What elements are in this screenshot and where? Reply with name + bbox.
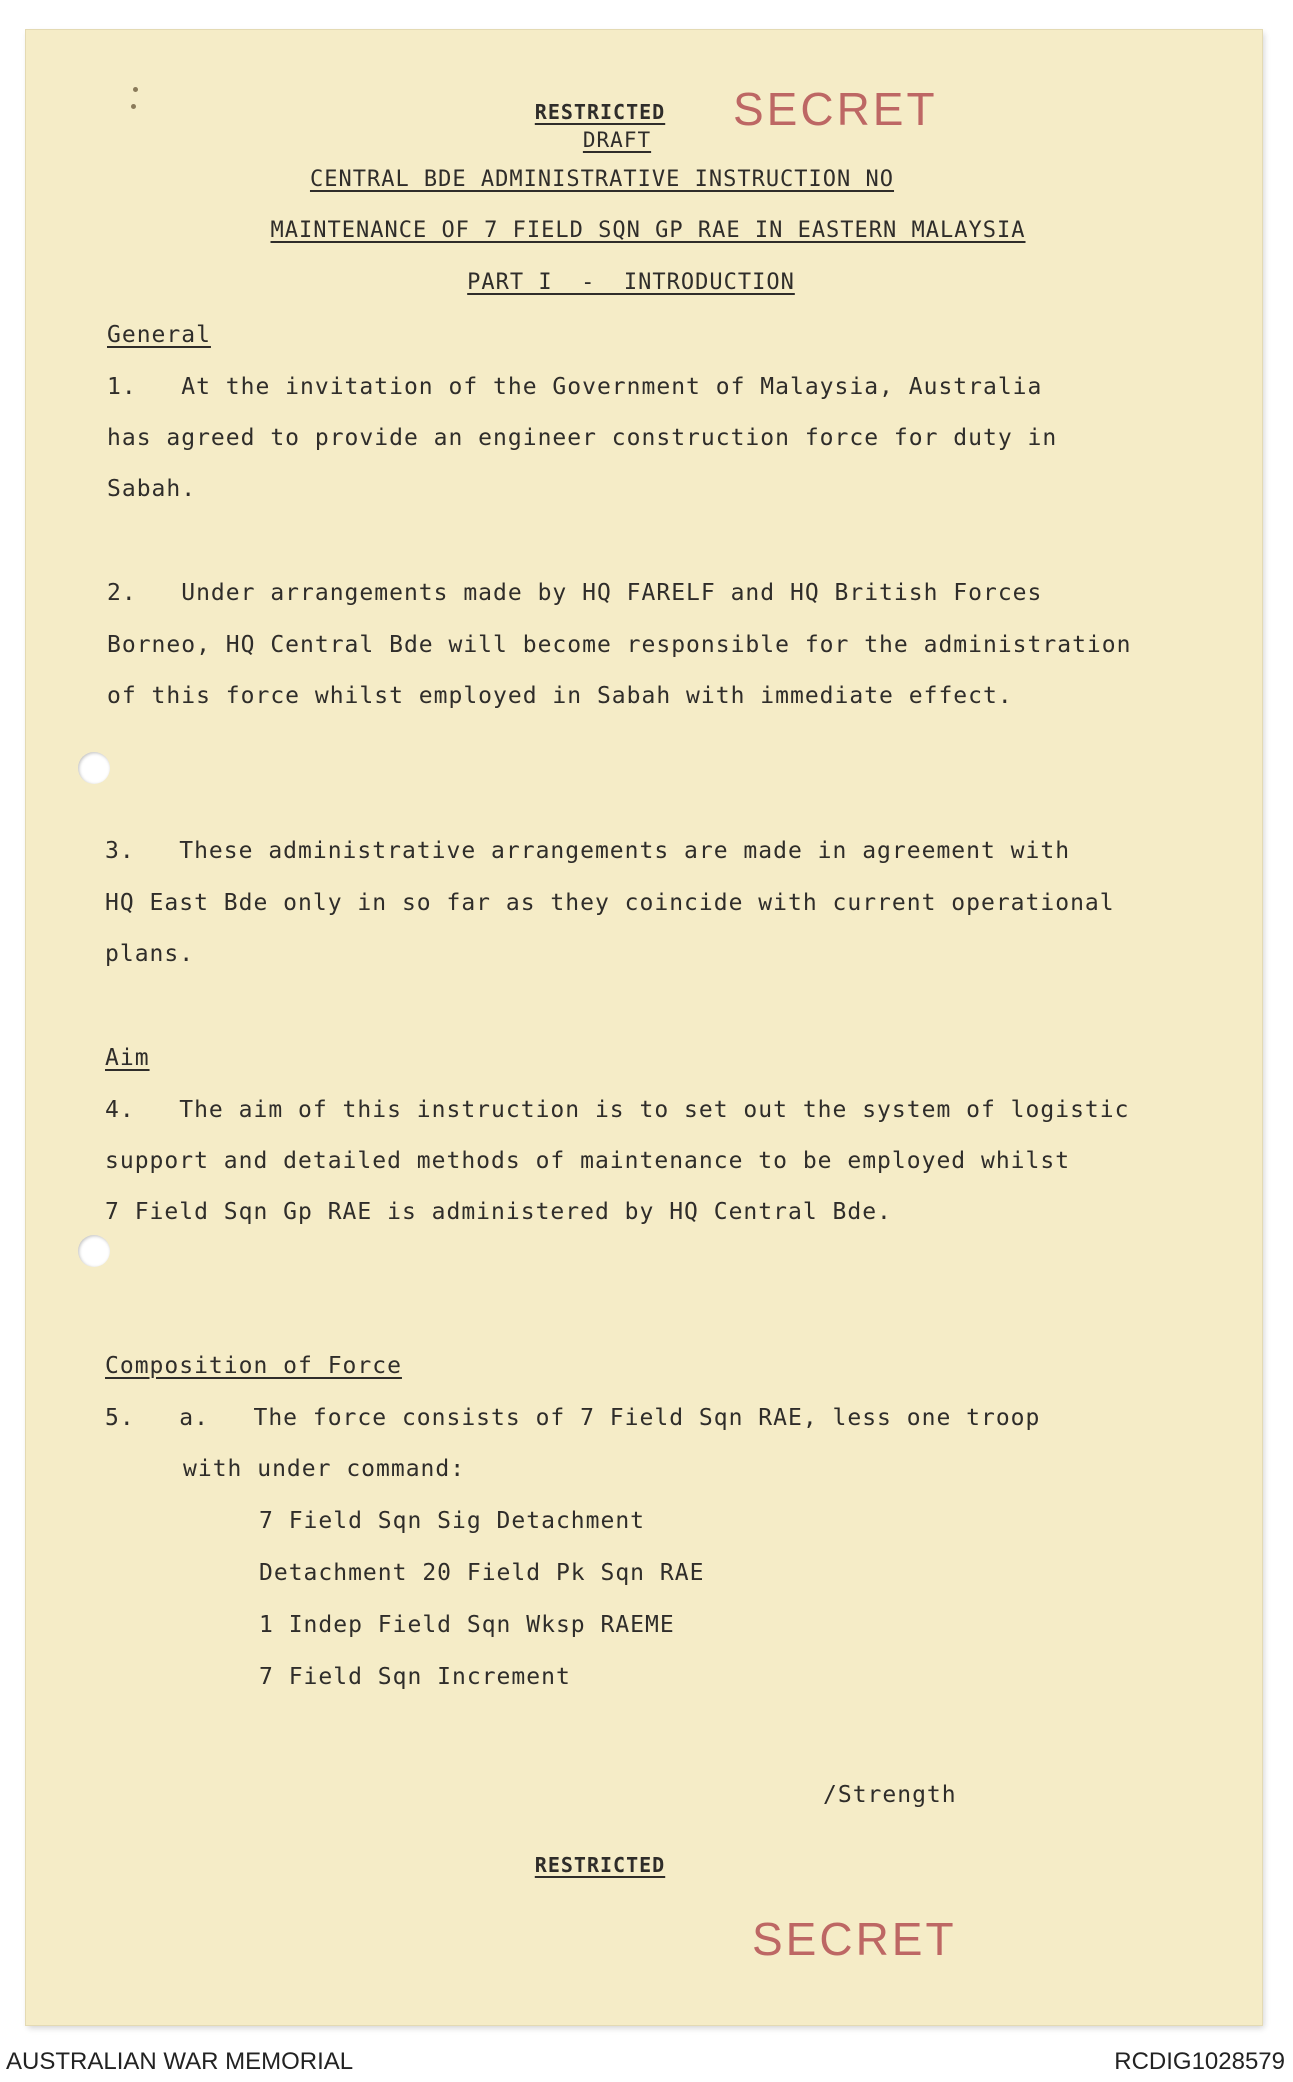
archive-reference: RCDIG1028579	[1114, 2048, 1285, 2075]
continuation-word: /Strength	[823, 1782, 957, 1808]
punch-hole-top	[78, 752, 110, 784]
unit-list-item: 7 Field Sqn Increment	[259, 1664, 571, 1690]
para1-line3: Sabah.	[107, 476, 197, 502]
para3-line2: HQ East Bde only in so far as they coincide with current operational	[105, 890, 1115, 916]
punch-hole-bottom	[78, 1235, 110, 1267]
para5-line1: 5. a. The force consists of 7 Field Sqn RAE, less one troop	[105, 1405, 1041, 1431]
unit-list-item: Detachment 20 Field Pk Sqn RAE	[259, 1560, 705, 1586]
para3-line1: 3. These administrative arrangements are made in agreement with	[105, 838, 1071, 864]
secret-stamp-top: SECRET	[733, 83, 938, 135]
part-heading: PART I - INTRODUCTION	[467, 270, 795, 295]
restricted-marking-bottom: RESTRICTED	[534, 1853, 666, 1877]
instruction-title: CENTRAL BDE ADMINISTRATIVE INSTRUCTION NO	[309, 167, 895, 192]
document-page	[26, 30, 1262, 2025]
section-heading-composition: Composition of Force	[105, 1353, 402, 1379]
subject-title: MAINTENANCE OF 7 FIELD SQN GP RAE IN EASTERN MALAYSIA	[270, 218, 1026, 243]
para3-line3: plans.	[105, 941, 195, 967]
unit-list-item: 7 Field Sqn Sig Detachment	[259, 1508, 646, 1534]
unit-list-item: 1 Indep Field Sqn Wksp RAEME	[259, 1612, 675, 1638]
restricted-marking-top: RESTRICTED	[534, 100, 666, 124]
para5-line2: with under command:	[183, 1456, 466, 1482]
para2-line1: 2. Under arrangements made by HQ FARELF and HQ British Forces	[107, 580, 1043, 606]
para1-line1: 1. At the invitation of the Government of Malaysia, Australia	[107, 374, 1043, 400]
para4-line2: support and detailed methods of maintenance to be employed whilst	[105, 1148, 1071, 1174]
archive-institution: AUSTRALIAN WAR MEMORIAL	[6, 2048, 354, 2075]
para2-line2: Borneo, HQ Central Bde will become responsible for the administration	[107, 632, 1132, 658]
staple-mark	[133, 87, 138, 92]
para1-line2: has agreed to provide an engineer construction force for duty in	[107, 425, 1058, 451]
para4-line1: 4. The aim of this instruction is to set out the system of logistic	[105, 1097, 1130, 1123]
para2-line3: of this force whilst employed in Sabah with immediate effect.	[107, 683, 1013, 709]
section-heading-general: General	[107, 322, 211, 348]
para4-line3: 7 Field Sqn Gp RAE is administered by HQ Central Bde.	[105, 1199, 892, 1225]
staple-mark	[131, 104, 136, 109]
secret-stamp-bottom: SECRET	[752, 1913, 957, 1965]
section-heading-aim: Aim	[105, 1045, 150, 1071]
draft-marking: DRAFT	[582, 128, 652, 152]
